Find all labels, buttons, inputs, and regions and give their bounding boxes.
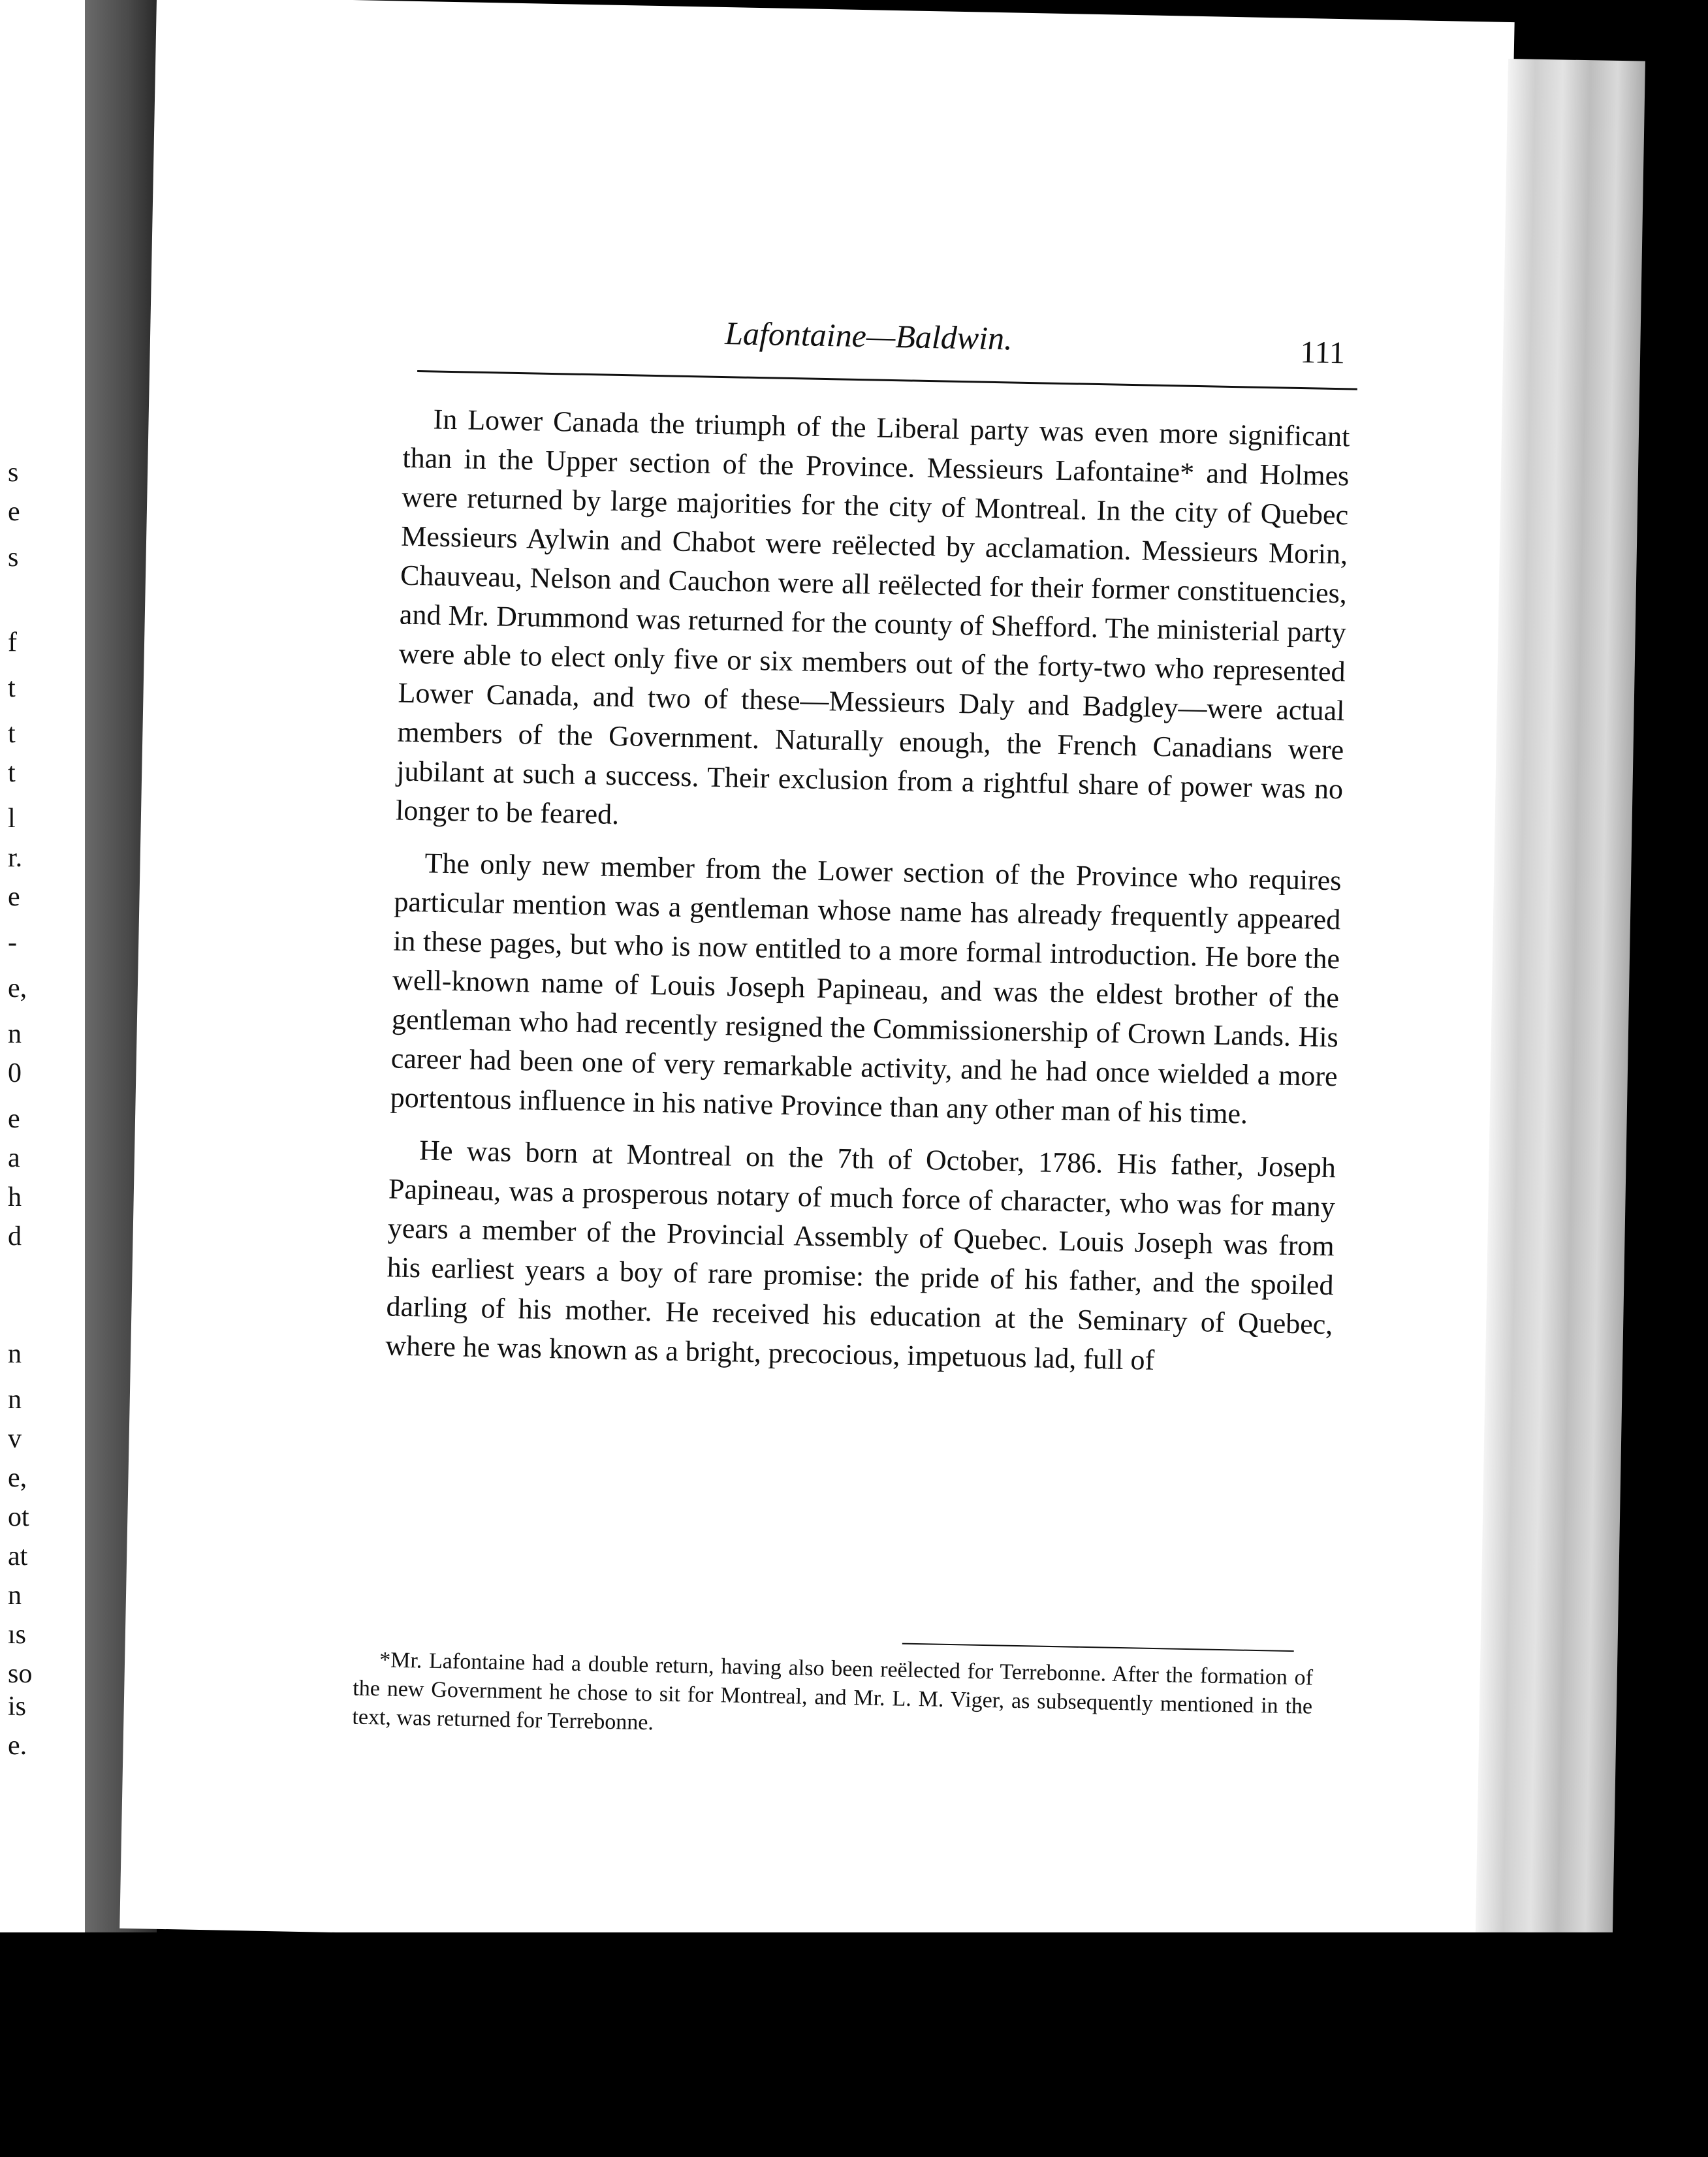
scan-background <box>0 1932 1708 2157</box>
edge-letter: n <box>8 1339 22 1369</box>
edge-letter: at <box>8 1541 28 1571</box>
edge-letter: d <box>8 1221 22 1252</box>
edge-letter: t <box>8 719 16 749</box>
edge-letter: e, <box>8 1463 27 1493</box>
edge-letter: n <box>8 1385 22 1415</box>
edge-letter: 0 <box>8 1058 22 1088</box>
edge-letter: ıs <box>8 1620 27 1650</box>
paragraph: The only new member from the Lower section of the Province who requires particular mention was a gentleman whose name has already frequently appeared in these pages, but who is now entitled to a more formal introduction. He bore the well-known name of Louis Joseph Papineau, and was the eldest brother of the gentleman who had recently resigned the Commissionership of Crown Lands. His career had been one of very remarkable activity, and he had once wielded a more portentous influence in his native Province than any other man of his time. <box>390 847 1342 1130</box>
footnote-rule <box>902 1643 1294 1652</box>
edge-letter: n <box>8 1019 22 1049</box>
footnote <box>352 1645 1313 1750</box>
edge-letter: l <box>8 804 16 834</box>
edge-letter: a <box>8 1143 20 1173</box>
edge-letter: - <box>8 928 17 958</box>
left-page-edge-letters <box>0 0 85 2157</box>
edge-letter: h <box>8 1182 22 1212</box>
left-page-fragment <box>0 0 85 2157</box>
page-number: 111 <box>1299 334 1346 371</box>
footnote-text: *Mr. Lafontaine had a double return, having also been reëlected for Terrebonne. After the formation of the new Government he chose to sit for Montreal, and Mr. L. M. Viger, as subsequently mentioned in the text, was returned for Terrebonne. <box>352 1648 1314 1735</box>
paragraph: He was born at Montreal on the 7th of October, 1786. His father, Joseph Papineau, was a prosperous notary of much force of character, who was for many years a member of the Provincial Assembly of Quebec. Louis Joseph was from his earliest years a boy of rare promise: the pride of his father, and the spoiled darling of his mother. He received his education at the Seminary of Quebec, where he was known as a bright, precocious, impetuous lad, full of <box>385 1134 1336 1376</box>
edge-letter: e <box>8 882 20 912</box>
paragraph: In Lower Canada the triumph of the Liberal party was even more significant than in the Upper section of the Province. Messieurs Lafontaine* and Holmes were returned by large majorities for the city of Montreal. In the city of Quebec Messieurs Aylwin and Chabot were reëlected by acclamation. Messieurs Morin, Chauveau, Nelson and Cauchon were all reëlected for their former constituencies, and Mr. Drummond was returned for the county of Shefford. The ministerial party were able to elect only five or six members out of the forty-two who represented Lower Canada, and two of these—Messieurs Daly and Badgley—were actual members of the Government. Naturally enough, the French Canadians were jubilant at such a success. Their exclusion from a rightful share of power was no longer to be feared. <box>395 403 1350 831</box>
edge-letter: v <box>8 1424 22 1454</box>
body-text <box>385 400 1350 1397</box>
running-head: Lafontaine—Baldwin. <box>724 315 1013 357</box>
edge-letter: s <box>8 458 19 488</box>
edge-letter: is <box>8 1692 27 1722</box>
edge-letter: s <box>8 543 19 573</box>
edge-letter: t <box>8 758 16 788</box>
edge-letter: f <box>8 627 17 657</box>
edge-letter: r. <box>8 843 23 873</box>
edge-letter: e. <box>8 1731 27 1761</box>
edge-letter: ot <box>8 1502 29 1532</box>
edge-letter: n <box>8 1581 22 1611</box>
book-page <box>119 0 1514 1955</box>
edge-letter: e, <box>8 973 27 1003</box>
edge-letter: so <box>8 1659 33 1689</box>
page-header <box>417 308 1365 379</box>
edge-letter: e <box>8 1104 20 1134</box>
edge-letter: e <box>8 497 20 527</box>
edge-letter: t <box>8 673 16 703</box>
